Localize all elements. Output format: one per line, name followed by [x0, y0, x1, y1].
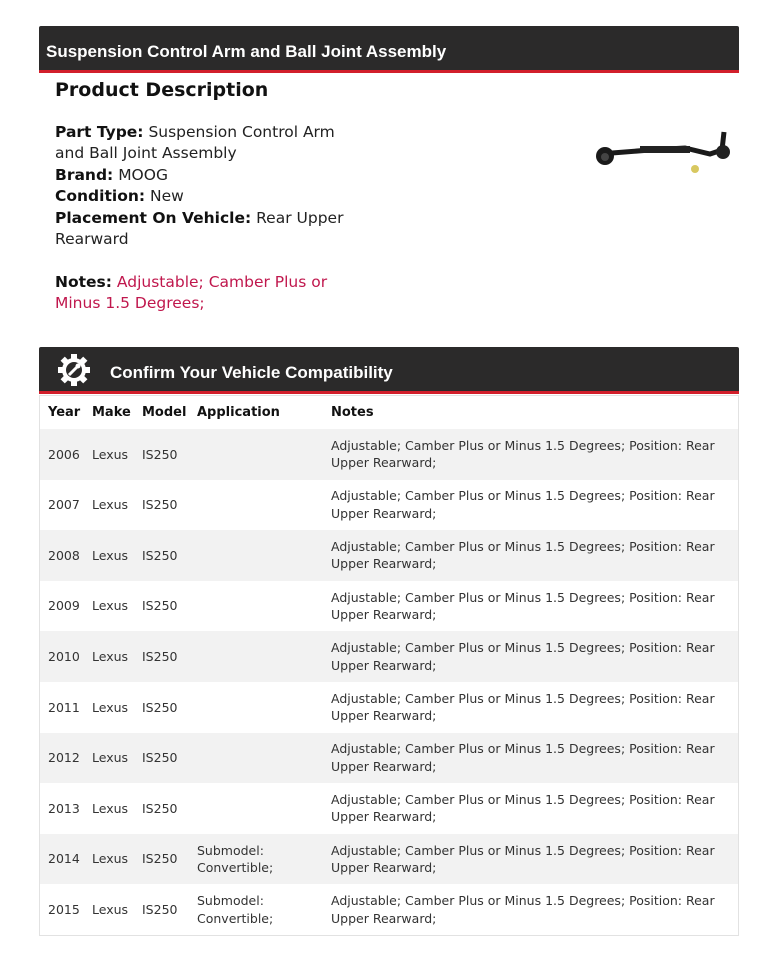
col-notes: Notes	[331, 405, 374, 420]
cell-year: 2014	[40, 834, 85, 885]
table-row	[40, 581, 739, 632]
cell-model: IS250	[134, 429, 189, 480]
cell-make: Lexus	[92, 901, 129, 917]
cell-notes: Adjustable; Camber Plus or Minus 1.5 Degrees; Position: Rear Upper Rearward;	[331, 589, 715, 623]
product-notes: Notes: Adjustable; Camber Plus or Minus 1.5 Degrees;	[55, 273, 328, 313]
product-image	[590, 120, 740, 180]
condition: Condition: New	[55, 187, 184, 206]
cell-notes: Adjustable; Camber Plus or Minus 1.5 Degrees; Position: Rear Upper Rearward;	[331, 893, 715, 926]
cell-application	[189, 682, 323, 733]
cell-application	[189, 581, 323, 632]
cell-year: 2006	[40, 429, 85, 480]
compatibility-table	[39, 395, 739, 936]
brand: Brand: MOOG	[55, 165, 168, 184]
cell-notes: Adjustable; Camber Plus or Minus 1.5 Degrees; Position: Rear Upper Rearward;	[323, 429, 739, 480]
cell-make: Lexus	[84, 530, 134, 581]
table-row	[40, 682, 739, 733]
cell-make: Lexus	[92, 699, 129, 715]
cell-year: 2013	[48, 800, 80, 816]
cell-model: IS250	[134, 530, 189, 581]
cell-year: 2008	[40, 530, 85, 581]
cell-application	[189, 783, 323, 834]
table-row	[40, 783, 739, 834]
cell-model: IS250	[142, 497, 178, 513]
col-model: Model	[142, 405, 187, 420]
cell-application	[189, 631, 323, 682]
cell-year: 2012	[40, 733, 85, 784]
cell-model: IS250	[134, 733, 189, 784]
cell-model: IS250	[142, 598, 178, 614]
cell-notes: Adjustable; Camber Plus or Minus 1.5 Degrees; Position: Rear Upper Rearward;	[323, 733, 739, 784]
cell-year: 2009	[48, 598, 80, 614]
cell-notes: Adjustable; Camber Plus or Minus 1.5 Degrees; Position: Rear Upper Rearward;	[323, 631, 739, 682]
col-application: Application	[197, 405, 280, 420]
table-row	[40, 834, 739, 885]
gear-wrench-icon	[57, 353, 91, 387]
cell-application	[189, 480, 323, 531]
compatibility-title-bar	[39, 347, 739, 394]
table-row	[40, 631, 739, 682]
cell-year: 2007	[48, 497, 80, 513]
cell-year: 2015	[48, 901, 80, 917]
cell-application	[189, 733, 323, 784]
table-row	[40, 530, 739, 581]
col-year: Year	[48, 405, 81, 420]
cell-make: Lexus	[84, 834, 134, 885]
cell-make: Lexus	[92, 800, 129, 816]
table-header	[40, 396, 739, 430]
cell-year: 2010	[40, 631, 85, 682]
cell-notes: Adjustable; Camber Plus or Minus 1.5 Degrees; Position: Rear Upper Rearward;	[331, 791, 715, 825]
compatibility-title: Confirm Your Vehicle Compatibility	[110, 363, 393, 382]
table-row	[40, 884, 739, 935]
cell-model: IS250	[142, 699, 178, 715]
table-row	[40, 429, 739, 480]
cell-notes: Adjustable; Camber Plus or Minus 1.5 Degrees; Position: Rear Upper Rearward;	[331, 488, 715, 521]
cell-make: Lexus	[84, 733, 134, 784]
cell-model: IS250	[134, 834, 189, 885]
cell-model: IS250	[142, 901, 178, 917]
product-title: Suspension Control Arm and Ball Joint Assembly	[46, 42, 447, 61]
product-title-bar	[39, 26, 739, 73]
placement: Placement On Vehicle: Rear Upper Rearward	[55, 208, 344, 249]
cell-application	[189, 429, 323, 480]
cell-make: Lexus	[92, 598, 129, 614]
cell-notes: Adjustable; Camber Plus or Minus 1.5 Degrees; Position: Rear Upper Rearward;	[323, 530, 739, 581]
cell-make: Lexus	[84, 429, 134, 480]
cell-notes: Adjustable; Camber Plus or Minus 1.5 Degrees; Position: Rear Upper Rearward;	[331, 690, 715, 724]
cell-application: Submodel: Convertible;	[197, 893, 274, 926]
col-make: Make	[92, 405, 131, 420]
cell-model: IS250	[134, 631, 189, 682]
cell-notes: Adjustable; Camber Plus or Minus 1.5 Degrees; Position: Rear Upper Rearward;	[323, 834, 739, 885]
cell-application	[189, 530, 323, 581]
cell-make: Lexus	[84, 631, 134, 682]
cell-model: IS250	[142, 800, 178, 816]
part-type: Part Type: Suspension Control Arm and Ball Joint Assembly	[55, 123, 335, 163]
cell-make: Lexus	[92, 497, 129, 513]
table-row	[40, 733, 739, 784]
cell-application: Submodel: Convertible;	[189, 834, 323, 885]
cell-year: 2011	[48, 699, 80, 715]
product-details	[55, 122, 355, 250]
table-row	[40, 480, 739, 531]
product-description-heading: Product Description	[55, 79, 269, 101]
